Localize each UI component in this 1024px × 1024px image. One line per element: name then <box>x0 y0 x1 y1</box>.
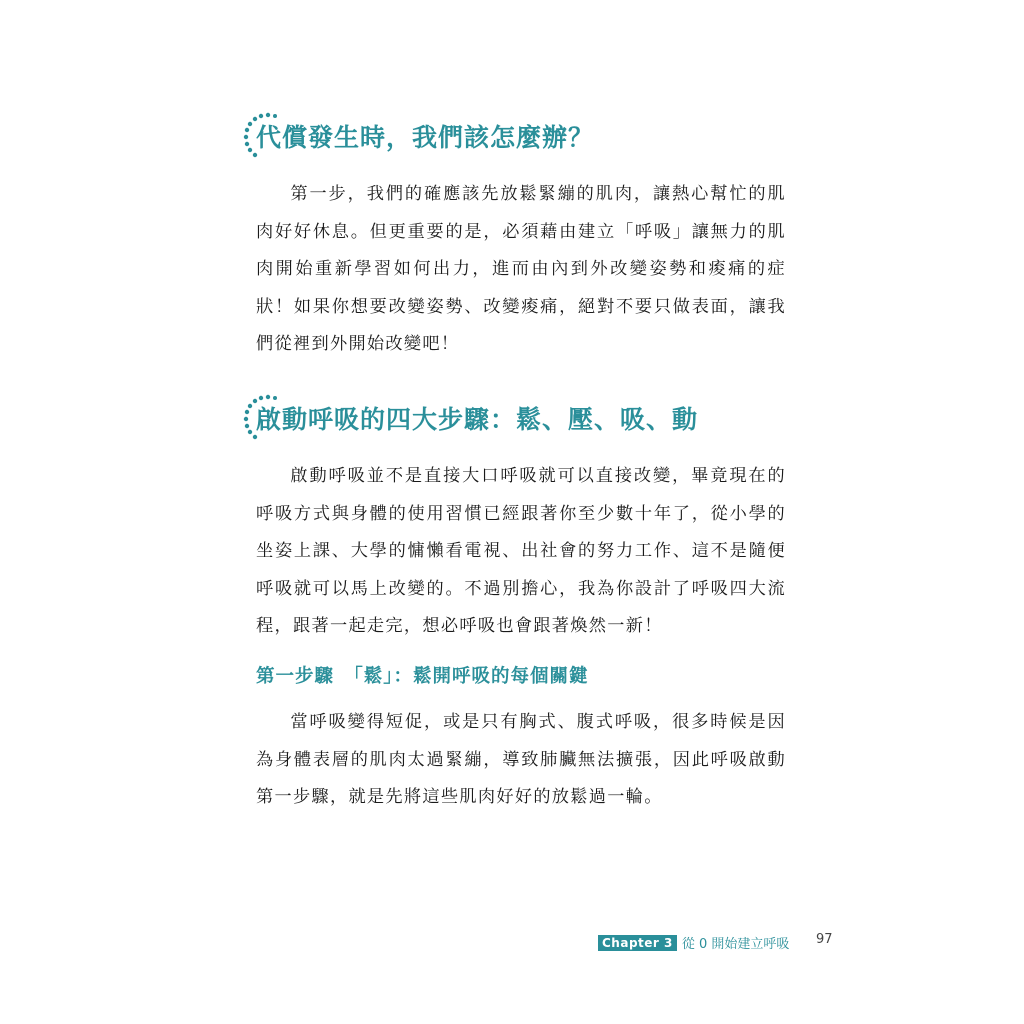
section-paragraph: 第一步，我們的確應該先放鬆緊繃的肌肉，讓熱心幫忙的肌肉好好休息。但更重要的是，必須藉由建立「呼吸」讓無力的肌肉開始重新學習如何出力，進而由內到外改變姿勢和痠痛的症狀！如果你想要改變姿勢、改變痠痛，絕對不要只做表面，讓我們從裡到外開始改變吧！ <box>256 184 786 354</box>
page-number: 97 <box>816 932 833 947</box>
section-heading-2 <box>240 400 698 436</box>
chapter-title: 從 0 開始建立呼吸 <box>681 937 790 952</box>
section-title: 啟動呼吸的四大步驟：鬆、壓、吸、動 <box>256 405 699 434</box>
step-subheading: 第一步驟 「鬆」：鬆開呼吸的每個關鍵 <box>256 666 589 687</box>
dotted-arc-icon <box>240 112 280 168</box>
dotted-arc-icon <box>240 394 280 450</box>
section-paragraph: 啟動呼吸並不是直接大口呼吸就可以直接改變，畢竟現在的呼吸方式與身體的使用習慣已經跟著你至少數十年了，從小學的坐姿上課、大學的慵懶看電視、出社會的努力工作、這不是隨便呼吸就可以馬上改變的。不過別擔心，我為你設計了呼吸四大流程，跟著一起走完，想必呼吸也會跟著煥然一新！ <box>256 466 786 636</box>
page-footer <box>598 933 789 952</box>
chapter-tag: Chapter 3 <box>598 935 677 951</box>
section-title: 代償發生時，我們該怎麼辦？ <box>256 123 595 152</box>
section-heading-1 <box>240 118 594 154</box>
step-paragraph: 當呼吸變得短促，或是只有胸式、腹式呼吸，很多時候是因為身體表層的肌肉太過緊繃，導致肺臟無法擴張，因此呼吸啟動第一步驟，就是先將這些肌肉好好的放鬆過一輪。 <box>256 712 786 807</box>
